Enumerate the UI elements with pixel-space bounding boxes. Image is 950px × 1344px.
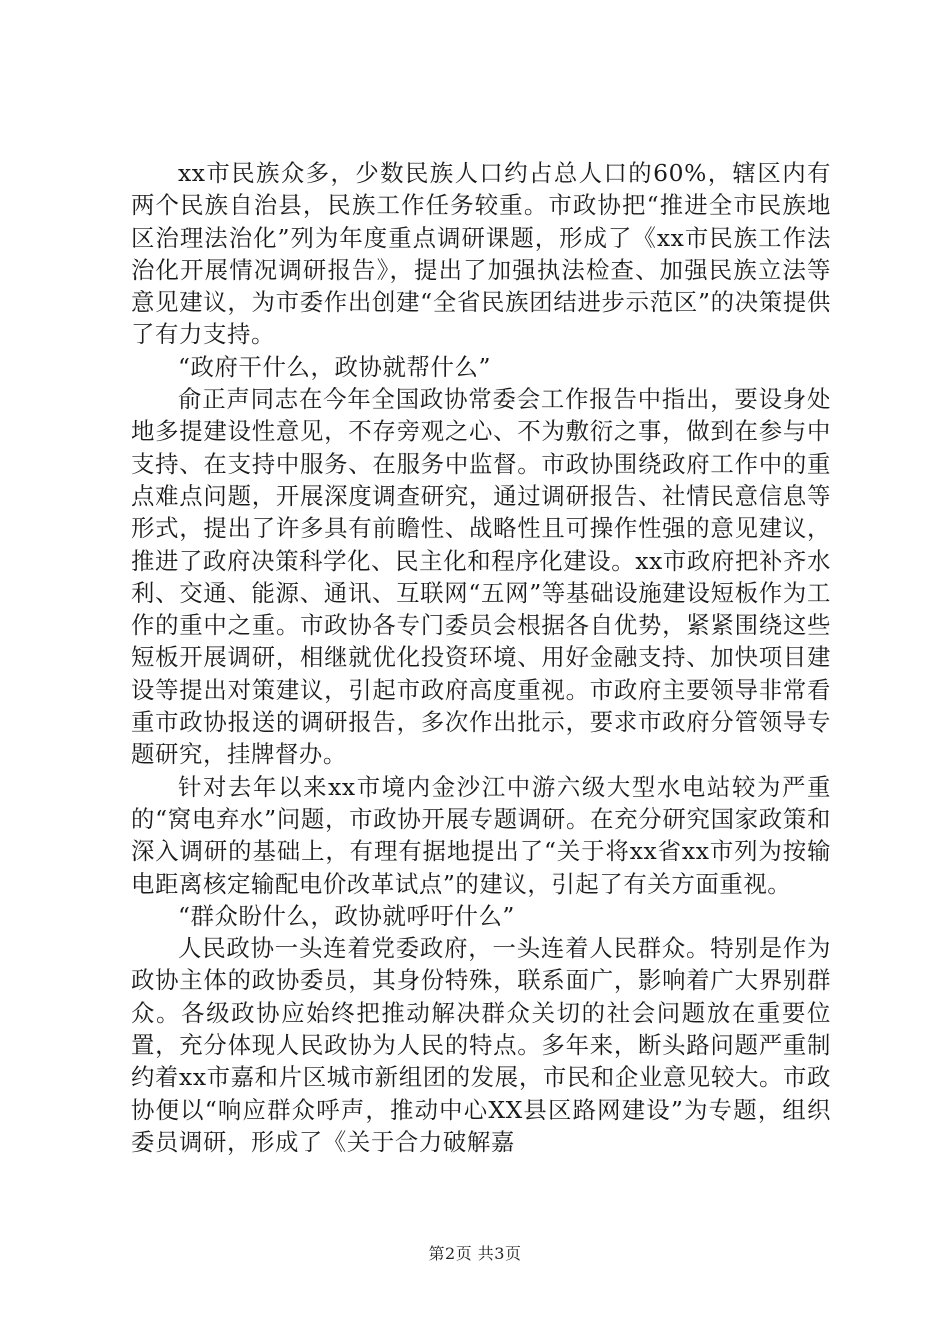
paragraph-ethnic-affairs: xx市民族众多，少数民族人口约占总人口的60%，辖区内有两个民族自治县，民族工作任务较重。市政协把“推进全市民族地区治理法治化”列为年度重点调研课题，形成了《xx市民族工作法治化开展情况调研报告》，提出了加强执法检查、加强民族立法等意见建议，为市委作出创建“全省民族团结进步示范区”的决策提供了有力支持。 — [131, 159, 831, 349]
paragraph-hydropower: 针对去年以来xx市境内金沙江中游六级大型水电站较为严重的“窝电弃水”问题，市政协开展专题调研。在充分研究国家政策和深入调研的基础上，有理有据地提出了“关于将xx省xx市列为按输电距离核定输配电价改革试点”的建议，引起了有关方面重视。 — [131, 772, 831, 898]
paragraph-public-concerns: 人民政协一头连着党委政府，一头连着人民群众。特别是作为政协主体的政协委员，其身份特殊，联系面广，影响着广大界别群众。各级政协应始终把推动解决群众关切的社会问题放在重要位置，充分体现人民政协为人民的特点。多年来，断头路问题严重制约着xx市嘉和片区城市新组团的发展，市民和企业意见较大。市政协便以“响应群众呼声，推动中心XX县区路网建设”为专题，组织委员调研，形成了《关于合力破解嘉 — [131, 934, 831, 1156]
paragraph-government-support: 俞正声同志在今年全国政协常委会工作报告中指出，要设身处地多提建设性意见，不存旁观之心、不为敷衍之事，做到在参与中支持、在支持中服务、在服务中监督。市政协围绕政府工作中的重点难点问题，开展深度调查研究，通过调研报告、社情民意信息等形式，提出了许多具有前瞻性、战略性且可操作性强的意见建议，推进了政府决策科学化、民主化和程序化建设。xx市政府把补齐水利、交通、能源、通讯、互联网“五网”等基础设施建设短板作为工作的重中之重。市政协各专门委员会根据各自优势，紧紧围绕这些短板开展调研，相继就优化投资环境、用好金融支持、加快项目建设等提出对策建议，引起市政府高度重视。市政府主要领导非常看重市政协报送的调研报告，多次作出批示，要求市政府分管领导专题研究，挂牌督办。 — [131, 385, 831, 769]
document-body — [131, 157, 831, 1158]
section-heading-public: “群众盼什么，政协就呼吁什么” — [178, 901, 515, 930]
page-number-footer: 第2页 共3页 — [428, 1244, 522, 1263]
section-heading-government: “政府干什么，政协就帮什么” — [178, 352, 492, 381]
